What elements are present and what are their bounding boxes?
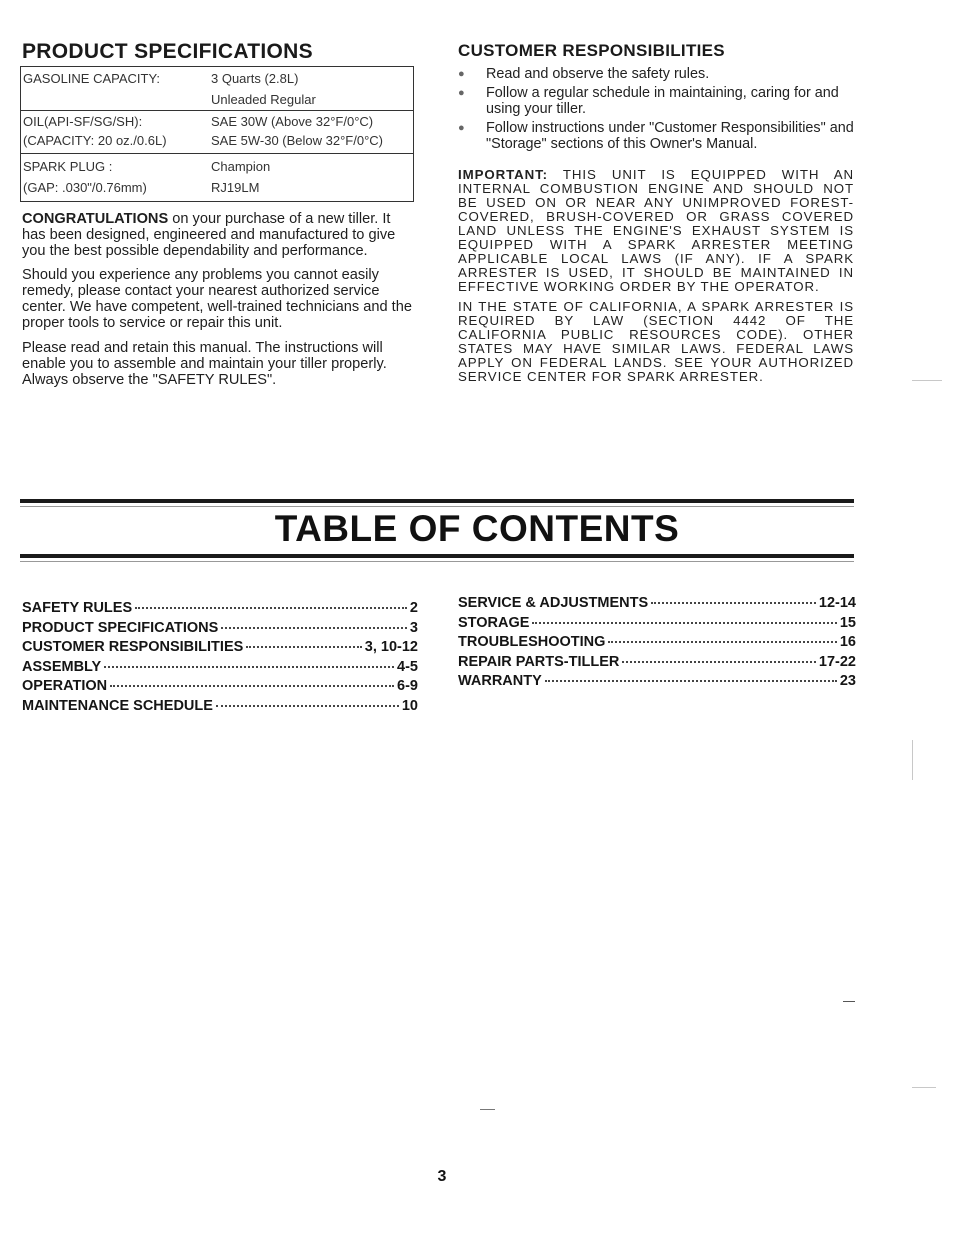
important-notice	[458, 168, 854, 294]
toc-leader	[246, 646, 361, 648]
list-item	[458, 120, 858, 153]
intro-paragraph-service: Should you experience any problems you cannot easily remedy, please contact your nearest authorized service center. We have competent, well-trained technicians and the proper tools to service or repair this unit.	[22, 267, 412, 331]
customer-responsibilities-list	[458, 66, 858, 155]
spec-row-gasoline	[21, 67, 413, 110]
toc-top-rule	[20, 499, 854, 503]
bullet-icon: ●	[458, 86, 465, 99]
spec-label: GASOLINE CAPACITY:	[23, 71, 161, 86]
toc-entry-page: 23	[839, 673, 856, 689]
page-number: 3	[437, 1168, 447, 1185]
scan-mark	[912, 380, 942, 381]
toc-leader	[608, 641, 836, 643]
spec-value: Unleaded Regular	[211, 92, 316, 107]
toc-top-rule-thin	[20, 506, 854, 507]
toc-entry-assembly[interactable]	[22, 659, 418, 679]
toc-entry-title: SERVICE & ADJUSTMENTS	[458, 595, 649, 611]
toc-entry-customer-responsibilities[interactable]	[22, 639, 418, 659]
bullet-icon: ●	[458, 121, 465, 134]
spec-value: SAE 5W-30 (Below 32°F/0°C)	[211, 133, 383, 148]
important-text: THIS UNIT IS EQUIPPED WITH AN INTERNAL COMBUSTION ENGINE AND SHOULD NOT BE USED ON OR NEAR ANY UNIMPROVED FOREST-COVERED, BRUSH-COVERED OR GRASS COVERED LAND UNLESS THE ENGINE'S EXHAUST SYSTEM IS EQUIPPED WITH A SPARK ARRESTER MEETING APPLICABLE LOCAL LAWS (IF ANY). IF A SPARK ARRESTER IS USED, IT SHOULD BE MAINTAINED IN EFFECTIVE WORKING ORDER BY THE OPERATOR.	[458, 167, 854, 294]
spec-value: RJ19LM	[211, 180, 260, 195]
spec-label: SPARK PLUG :	[23, 159, 113, 174]
customer-responsibilities-heading: CUSTOMER RESPONSIBILITIES	[458, 41, 725, 60]
intro-paragraph-text: on your purchase of a new tiller. It has been designed, engineered and manufactured to give you the best possible dependability and performance.	[22, 211, 396, 259]
toc-entry-page: 10	[401, 697, 418, 714]
california-notice: IN THE STATE OF CALIFORNIA, A SPARK ARRESTER IS REQUIRED BY LAW (SECTION 4442 OF THE CALIFORNIA PUBLIC RESOURCES CODE). OTHER STATES MAY HAVE SIMILAR LAWS. FEDERAL LAWS APPLY ON FEDERAL LANDS. SEE YOUR AUTHORIZED SERVICE CENTER FOR SPARK ARRESTER.	[458, 299, 854, 384]
intro-paragraph-congratulations	[22, 211, 418, 259]
toc-entry-page: 4-5	[397, 658, 418, 675]
scan-mark	[480, 1109, 495, 1110]
toc-entry-title: SAFETY RULES	[22, 600, 133, 616]
toc-entry-product-specifications[interactable]	[22, 620, 418, 640]
toc-leader	[545, 680, 837, 682]
scan-mark	[912, 1087, 936, 1088]
product-specifications-heading: PRODUCT SPECIFICATIONS	[22, 40, 313, 63]
congratulations-label: CONGRATULATIONS	[22, 211, 169, 227]
bullet-icon: ●	[458, 68, 465, 80]
toc-entry-warranty[interactable]	[458, 673, 856, 693]
toc-entry-safety-rules[interactable]	[22, 600, 418, 620]
toc-leader	[104, 666, 394, 668]
specifications-table	[20, 66, 414, 202]
toc-bottom-rule-thin	[20, 561, 854, 562]
toc-leader	[216, 705, 399, 707]
scan-mark	[912, 740, 913, 780]
toc-entry-page: 12-14	[818, 595, 856, 611]
toc-entry-service-adjustments[interactable]	[458, 595, 856, 615]
spec-value: SAE 30W (Above 32°F/0°C)	[211, 114, 374, 129]
toc-leader	[532, 622, 836, 624]
toc-entry-title: CUSTOMER RESPONSIBILITIES	[22, 639, 244, 655]
scan-mark	[843, 1001, 855, 1002]
spec-label: (GAP: .030"/0.76mm)	[23, 180, 147, 195]
toc-title: TABLE OF CONTENTS	[274, 508, 680, 549]
toc-entry-title: WARRANTY	[458, 673, 542, 689]
toc-leader	[110, 685, 394, 687]
important-label: IMPORTANT:	[458, 167, 549, 182]
toc-leader	[135, 607, 407, 609]
toc-leader	[221, 627, 407, 629]
list-item	[458, 66, 858, 83]
toc-entry-page: 2	[409, 600, 418, 616]
toc-entry-title: REPAIR PARTS-TILLER	[458, 653, 620, 670]
list-item-text: Follow a regular schedule in maintaining, caring for and using your tiller.	[486, 84, 839, 117]
spec-value: Champion	[211, 159, 271, 174]
toc-entry-title: PRODUCT SPECIFICATIONS	[22, 619, 219, 636]
toc-leader	[622, 661, 816, 663]
toc-entry-title: ASSEMBLY	[22, 658, 102, 675]
toc-entry-maintenance-schedule[interactable]	[22, 698, 418, 718]
toc-leader	[651, 602, 816, 604]
spec-label: (CAPACITY: 20 oz./0.6L)	[23, 133, 167, 148]
toc-entry-title: MAINTENANCE SCHEDULE	[22, 697, 213, 714]
toc-entry-page: 15	[839, 614, 856, 631]
toc-left-column	[22, 600, 418, 717]
spec-value: 3 Quarts (2.8L)	[211, 71, 299, 86]
spec-label: OIL(API-SF/SG/SH):	[23, 114, 143, 129]
toc-entry-page: 6-9	[397, 678, 418, 694]
list-item-text: Read and observe the safety rules.	[486, 66, 710, 82]
toc-entry-page: 17-22	[818, 653, 856, 670]
toc-entry-title: OPERATION	[22, 678, 108, 694]
toc-entry-storage[interactable]	[458, 615, 856, 635]
toc-entry-title: STORAGE	[458, 614, 530, 631]
toc-entry-operation[interactable]	[22, 678, 418, 698]
list-item	[458, 85, 858, 118]
toc-entry-page: 3, 10-12	[364, 639, 418, 655]
toc-entry-page: 3	[409, 619, 418, 636]
toc-entry-troubleshooting[interactable]	[458, 634, 856, 654]
spec-row-oil	[21, 110, 413, 153]
toc-entry-repair-parts-tiller[interactable]	[458, 654, 856, 674]
toc-right-column	[458, 595, 856, 693]
toc-entry-title: TROUBLESHOOTING	[458, 634, 606, 650]
intro-paragraph-retain: Please read and retain this manual. The instructions will enable you to assemble and maintain your tiller properly. Always observe the "SAFETY RULES".	[22, 340, 387, 388]
toc-bottom-rule	[20, 554, 854, 558]
toc-entry-page: 16	[839, 634, 856, 650]
list-item-text: Follow instructions under "Customer Responsibilities" and "Storage" sections of this Owner's Manual.	[486, 119, 854, 152]
spec-row-spark-plug	[21, 153, 413, 202]
